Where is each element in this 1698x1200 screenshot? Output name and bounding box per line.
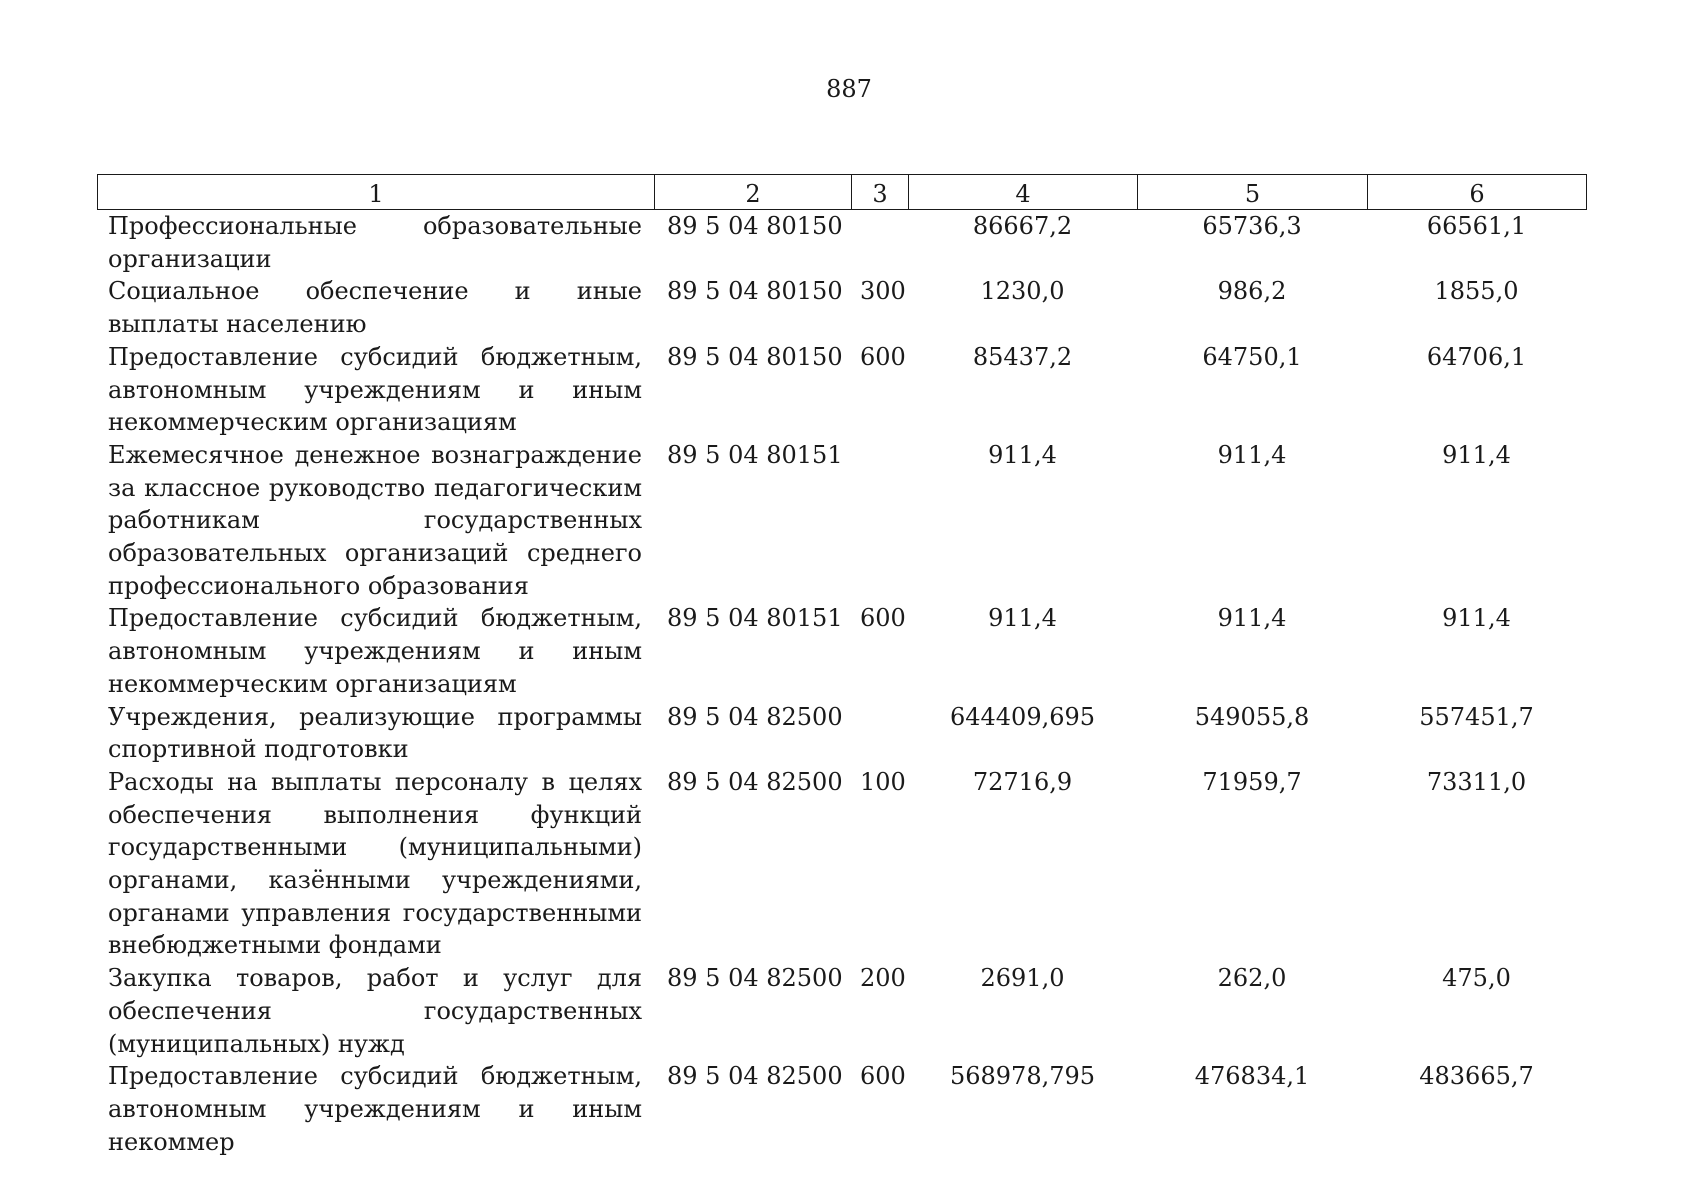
table-row <box>97 275 1586 340</box>
budget-table <box>97 210 1586 1158</box>
row-value-col6: 911,4 <box>1442 604 1511 633</box>
row-expense-type <box>851 210 908 275</box>
table-row <box>97 701 1586 766</box>
row-name: Закупка товаров, работ и услуг для обеспечения государственных (муниципальных) нужд <box>108 964 642 1058</box>
row-name: Учреждения, реализующие программы спортивной подготовки <box>108 702 642 764</box>
row-value-col5: 262,0 <box>1217 964 1287 993</box>
row-target-code: 89 5 04 80150 <box>667 277 843 306</box>
row-name: Социальное обеспечение и иные выплаты населению <box>108 277 642 339</box>
row-expense-type: 200 <box>860 964 906 993</box>
page-number: 887 <box>826 75 872 103</box>
column-header-3: 3 <box>852 175 909 210</box>
row-value-col4: 911,4 <box>988 440 1057 469</box>
table-row <box>97 341 1586 439</box>
column-header-4: 4 <box>909 175 1138 210</box>
table-row <box>97 1060 1586 1158</box>
row-value-col5: 986,2 <box>1217 277 1287 306</box>
row-value-col4: 85437,2 <box>972 342 1073 371</box>
row-name: Предоставление субсидий бюджетным, автономным учреждениям и иным некоммерческим организациям <box>108 604 642 698</box>
row-value-col4: 86667,2 <box>972 212 1073 240</box>
row-name: Расходы на выплаты персоналу в целях обеспечения выполнения функций государственными (муниципальными) органами, казёнными учреждениями, органами управления государственными внебюджетными фондами <box>108 767 642 960</box>
row-target-code: 89 5 04 80151 <box>667 440 843 469</box>
row-target-code: 89 5 04 80151 <box>667 604 843 633</box>
column-header-1: 1 <box>98 175 655 210</box>
column-header-2: 2 <box>655 175 852 210</box>
row-value-col5: 71959,7 <box>1202 767 1302 796</box>
row-name: Предоставление субсидий бюджетным, автономным учреждениям и иным некоммер <box>108 1062 642 1156</box>
column-header-6: 6 <box>1368 175 1587 210</box>
table-row <box>97 602 1586 700</box>
table-row <box>97 210 1586 275</box>
row-value-col6: 1855,0 <box>1434 277 1519 306</box>
row-target-code: 89 5 04 82500 <box>667 964 843 993</box>
row-value-col5: 911,4 <box>1217 604 1287 633</box>
row-value-col5: 65736,3 <box>1202 212 1302 240</box>
header-row <box>98 175 1587 210</box>
table-row <box>97 962 1586 1060</box>
row-value-col4: 72716,9 <box>972 767 1073 796</box>
row-expense-type: 100 <box>860 767 906 796</box>
row-value-col5: 64750,1 <box>1202 342 1302 371</box>
row-value-col6: 66561,1 <box>1426 212 1527 240</box>
row-value-col6: 557451,7 <box>1419 702 1534 731</box>
row-value-col6: 73311,0 <box>1426 767 1527 796</box>
row-target-code: 89 5 04 82500 <box>667 767 843 796</box>
row-expense-type <box>851 439 908 603</box>
table-header <box>97 174 1587 210</box>
row-value-col4: 568978,795 <box>949 1062 1096 1091</box>
column-header-5: 5 <box>1138 175 1368 210</box>
row-expense-type: 300 <box>860 277 906 306</box>
row-name: Предоставление субсидий бюджетным, автономным учреждениям и иным некоммерческим организациям <box>108 342 642 437</box>
row-value-col4: 1230,0 <box>980 277 1065 306</box>
row-value-col6: 483665,7 <box>1419 1062 1534 1091</box>
row-value-col6: 911,4 <box>1442 440 1511 469</box>
row-value-col6: 475,0 <box>1442 964 1511 993</box>
row-target-code: 89 5 04 82500 <box>667 1062 843 1091</box>
row-name: Ежемесячное денежное вознаграждение за классное руководство педагогическим работникам государственных образовательных организаций среднего профессионального образования <box>108 440 642 600</box>
row-expense-type <box>851 701 908 766</box>
row-expense-type: 600 <box>860 342 906 371</box>
row-value-col4: 911,4 <box>988 604 1057 633</box>
table-row <box>97 766 1586 962</box>
row-value-col5: 476834,1 <box>1194 1062 1310 1091</box>
row-value-col6: 64706,1 <box>1426 342 1527 371</box>
row-target-code: 89 5 04 80150 <box>667 212 843 240</box>
row-expense-type: 600 <box>860 604 906 633</box>
row-target-code: 89 5 04 80150 <box>667 342 843 371</box>
row-value-col4: 644409,695 <box>949 702 1096 731</box>
table-row <box>97 439 1586 603</box>
row-value-col4: 2691,0 <box>980 964 1065 993</box>
row-value-col5: 911,4 <box>1217 440 1287 469</box>
row-value-col5: 549055,8 <box>1194 702 1310 731</box>
row-name: Профессиональные образовательные организации <box>108 212 642 273</box>
row-expense-type: 600 <box>860 1062 906 1091</box>
row-target-code: 89 5 04 82500 <box>667 702 843 731</box>
